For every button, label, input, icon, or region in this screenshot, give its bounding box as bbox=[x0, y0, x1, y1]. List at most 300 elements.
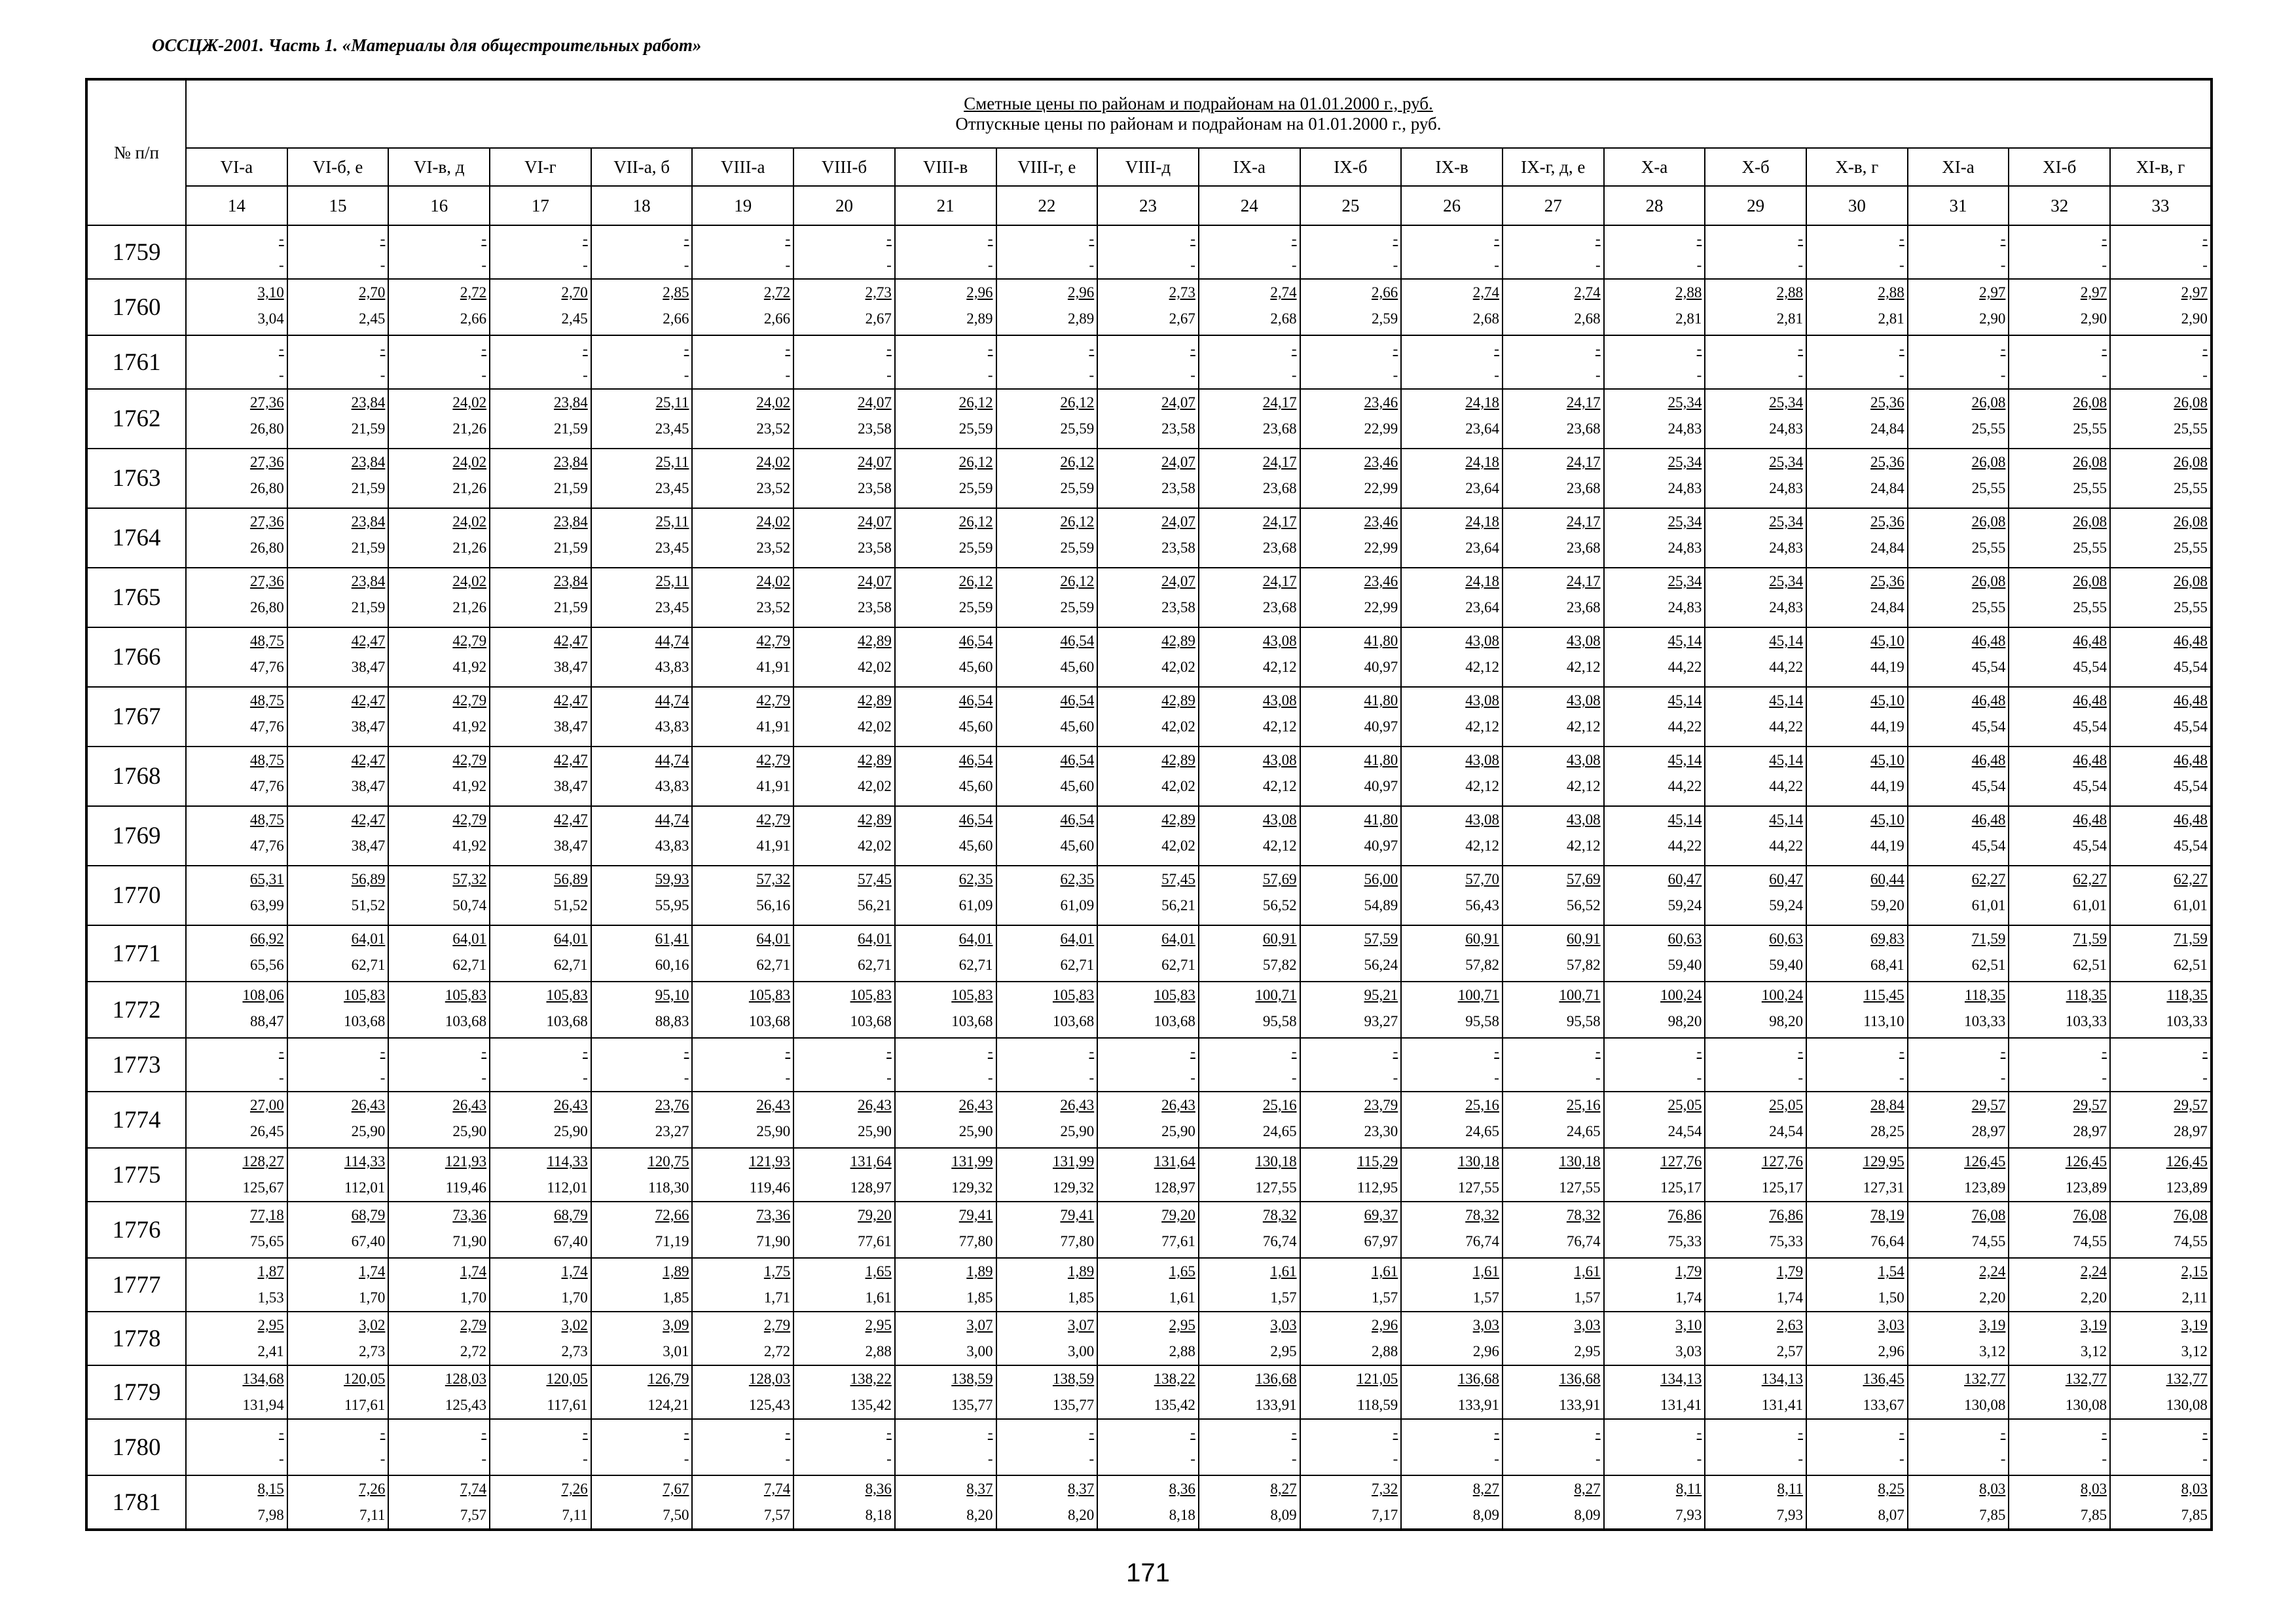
price-cell bbox=[1199, 1202, 1300, 1258]
price-cell bbox=[1806, 687, 1908, 747]
release-price: 1,74 bbox=[1675, 1289, 1702, 1306]
estimated-price: - bbox=[1696, 1424, 1702, 1441]
estimated-price: 76,08 bbox=[2174, 1207, 2208, 1223]
release-price: 67,40 bbox=[554, 1233, 588, 1249]
price-cell bbox=[1705, 449, 1806, 508]
estimated-price: 45,14 bbox=[1769, 752, 1803, 768]
price-cell bbox=[2009, 1092, 2110, 1148]
table-row bbox=[86, 225, 2212, 279]
price-cell bbox=[1300, 1258, 1402, 1312]
price-cell bbox=[1401, 568, 1503, 627]
release-price: 2,72 bbox=[460, 1343, 487, 1359]
release-price: 129,32 bbox=[1052, 1179, 1095, 1196]
release-price: 42,12 bbox=[1465, 659, 1499, 675]
estimated-price: 48,75 bbox=[249, 633, 284, 649]
release-price: 127,55 bbox=[1255, 1179, 1297, 1196]
estimated-price: 2,95 bbox=[865, 1317, 892, 1333]
release-price: 24,84 bbox=[1870, 540, 1904, 556]
estimated-price: 41,80 bbox=[1364, 752, 1398, 768]
estimated-price: 2,73 bbox=[1169, 284, 1195, 301]
release-price: 2,66 bbox=[763, 310, 791, 327]
release-price: - bbox=[279, 367, 284, 383]
price-cell bbox=[186, 982, 287, 1038]
estimated-price: - bbox=[1291, 1043, 1297, 1060]
column-number: 23 bbox=[1097, 186, 1199, 225]
estimated-price: 59,93 bbox=[655, 871, 689, 887]
price-cell bbox=[1908, 568, 2009, 627]
release-price: 23,52 bbox=[756, 480, 791, 496]
price-cell bbox=[996, 568, 1098, 627]
release-price: 25,90 bbox=[554, 1123, 588, 1139]
release-price: 56,21 bbox=[858, 897, 892, 913]
estimated-price: - bbox=[1798, 231, 1803, 247]
price-cell bbox=[793, 1092, 895, 1148]
release-price: 133,91 bbox=[1255, 1397, 1297, 1413]
price-cell bbox=[1908, 866, 2009, 925]
release-price: - bbox=[1190, 367, 1195, 383]
price-cell bbox=[1806, 389, 1908, 449]
price-cell bbox=[1300, 279, 1402, 335]
estimated-price: 45,14 bbox=[1769, 633, 1803, 649]
release-price: 56,43 bbox=[1465, 897, 1499, 913]
estimated-price: 24,02 bbox=[756, 454, 791, 470]
release-price: 45,54 bbox=[2174, 718, 2208, 735]
estimated-price: 2,79 bbox=[460, 1317, 487, 1333]
release-price: 42,02 bbox=[858, 718, 892, 735]
price-cell bbox=[996, 687, 1098, 747]
estimated-price: 44,74 bbox=[655, 811, 689, 828]
price-cell bbox=[388, 1202, 490, 1258]
release-price: - bbox=[1798, 367, 1803, 383]
price-cell bbox=[1503, 866, 1604, 925]
release-price: 42,12 bbox=[1262, 718, 1297, 735]
release-price: 45,54 bbox=[2073, 838, 2107, 854]
zone-header: VIII-в bbox=[895, 148, 996, 186]
price-cell bbox=[2110, 568, 2212, 627]
release-price: 55,95 bbox=[655, 897, 689, 913]
price-cell bbox=[1604, 1092, 1705, 1148]
column-number: 30 bbox=[1806, 186, 1908, 225]
estimated-price: 25,16 bbox=[1566, 1097, 1601, 1113]
price-cell bbox=[1199, 866, 1300, 925]
estimated-price: - bbox=[1190, 341, 1195, 357]
release-price: - bbox=[1595, 257, 1601, 273]
release-price: - bbox=[1291, 1069, 1297, 1086]
release-price: 2,81 bbox=[1776, 310, 1803, 327]
estimated-price: - bbox=[583, 231, 588, 247]
estimated-price: - bbox=[2102, 231, 2107, 247]
release-price: 112,01 bbox=[547, 1179, 588, 1196]
release-price: 129,32 bbox=[951, 1179, 993, 1196]
estimated-price: 60,91 bbox=[1566, 931, 1601, 947]
release-price: - bbox=[785, 1069, 791, 1086]
price-cell bbox=[692, 449, 793, 508]
release-price: 77,61 bbox=[1161, 1233, 1195, 1249]
price-cell bbox=[1199, 1038, 1300, 1092]
release-price: 24,54 bbox=[1769, 1123, 1803, 1139]
release-price: - bbox=[279, 1069, 284, 1086]
table-row bbox=[86, 687, 2212, 747]
release-price: 43,83 bbox=[655, 838, 689, 854]
price-cell bbox=[1604, 389, 1705, 449]
estimated-price: 1,89 bbox=[1067, 1263, 1095, 1280]
price-cell bbox=[1503, 1312, 1604, 1365]
estimated-price: 57,69 bbox=[1566, 871, 1601, 887]
estimated-price: 126,45 bbox=[2065, 1153, 2107, 1170]
estimated-price: 3,07 bbox=[966, 1317, 993, 1333]
release-price: - bbox=[279, 257, 284, 273]
release-price: - bbox=[1899, 1069, 1904, 1086]
release-price: 133,67 bbox=[1863, 1397, 1904, 1413]
release-price: 62,71 bbox=[958, 957, 993, 973]
estimated-price: 24,07 bbox=[858, 513, 892, 530]
price-cell bbox=[591, 225, 693, 279]
estimated-price: 60,91 bbox=[1465, 931, 1499, 947]
release-price: 59,24 bbox=[1769, 897, 1803, 913]
estimated-price: 23,84 bbox=[554, 513, 588, 530]
price-cell bbox=[490, 1038, 591, 1092]
price-cell bbox=[1604, 1202, 1705, 1258]
estimated-price: 115,29 bbox=[1357, 1153, 1398, 1170]
release-price: 2,57 bbox=[1776, 1343, 1803, 1359]
price-cell bbox=[1806, 1038, 1908, 1092]
price-cell bbox=[490, 1148, 591, 1202]
price-cell bbox=[1705, 982, 1806, 1038]
estimated-price: - bbox=[2202, 1424, 2208, 1441]
price-cell bbox=[287, 1092, 389, 1148]
estimated-price: - bbox=[683, 1424, 689, 1441]
price-cell bbox=[1300, 335, 1402, 389]
estimated-price: 24,07 bbox=[1161, 454, 1195, 470]
price-cell bbox=[490, 687, 591, 747]
price-cell bbox=[996, 1258, 1098, 1312]
price-cell bbox=[996, 389, 1098, 449]
price-cell bbox=[1097, 279, 1199, 335]
estimated-price: 42,89 bbox=[1161, 692, 1195, 709]
release-price: 125,43 bbox=[445, 1397, 487, 1413]
release-price: 45,60 bbox=[1060, 838, 1095, 854]
price-cell bbox=[2110, 389, 2212, 449]
estimated-price: 7,67 bbox=[663, 1481, 689, 1497]
column-number: 18 bbox=[591, 186, 693, 225]
estimated-price: - bbox=[279, 341, 284, 357]
release-price: 2,68 bbox=[1270, 310, 1297, 327]
estimated-price: 42,79 bbox=[452, 633, 487, 649]
estimated-price: 60,63 bbox=[1769, 931, 1803, 947]
release-price: 112,95 bbox=[1357, 1179, 1398, 1196]
estimated-price: 43,08 bbox=[1262, 811, 1297, 828]
release-price: 1,61 bbox=[865, 1289, 892, 1306]
release-price: 42,12 bbox=[1566, 838, 1601, 854]
price-cell bbox=[1604, 279, 1705, 335]
estimated-price: 26,12 bbox=[958, 454, 993, 470]
price-cell bbox=[1503, 925, 1604, 982]
estimated-price: - bbox=[1291, 1424, 1297, 1441]
estimated-price: 2,96 bbox=[1067, 284, 1095, 301]
price-cell bbox=[186, 747, 287, 806]
release-price: 75,33 bbox=[1769, 1233, 1803, 1249]
price-cell bbox=[895, 806, 996, 866]
estimated-price: - bbox=[1595, 341, 1601, 357]
estimated-price: 24,18 bbox=[1465, 513, 1499, 530]
estimated-price: 100,24 bbox=[1660, 987, 1702, 1003]
price-cell bbox=[793, 1258, 895, 1312]
release-price: 44,22 bbox=[1769, 838, 1803, 854]
price-cell bbox=[186, 335, 287, 389]
release-price: 40,97 bbox=[1364, 838, 1398, 854]
price-cell bbox=[1908, 1419, 2009, 1475]
estimated-price: 131,64 bbox=[850, 1153, 892, 1170]
price-cell bbox=[591, 627, 693, 687]
release-price: 43,83 bbox=[655, 778, 689, 794]
estimated-price: 25,05 bbox=[1769, 1097, 1803, 1113]
release-price: 1,57 bbox=[1574, 1289, 1601, 1306]
estimated-price: - bbox=[683, 341, 689, 357]
price-cell bbox=[1806, 806, 1908, 866]
price-cell bbox=[1401, 1419, 1503, 1475]
price-cell bbox=[1705, 225, 1806, 279]
price-cell bbox=[1199, 508, 1300, 568]
estimated-price: 42,47 bbox=[351, 811, 386, 828]
price-cell bbox=[1401, 747, 1503, 806]
price-cell bbox=[1908, 1148, 2009, 1202]
release-price: - bbox=[380, 257, 386, 273]
estimated-price: 43,08 bbox=[1465, 633, 1499, 649]
estimated-price: 29,57 bbox=[2073, 1097, 2107, 1113]
price-cell bbox=[388, 1312, 490, 1365]
zone-header: IX-в bbox=[1401, 148, 1503, 186]
estimated-price: 79,41 bbox=[958, 1207, 993, 1223]
release-price: 124,21 bbox=[647, 1397, 689, 1413]
estimated-price: 42,47 bbox=[351, 633, 386, 649]
release-price: - bbox=[1798, 1069, 1803, 1086]
estimated-price: 2,70 bbox=[561, 284, 588, 301]
table-row bbox=[86, 627, 2212, 687]
release-price: 24,84 bbox=[1870, 480, 1904, 496]
release-price: - bbox=[1291, 1450, 1297, 1467]
estimated-price: 1,87 bbox=[257, 1263, 284, 1280]
release-price: 24,83 bbox=[1667, 599, 1702, 616]
estimated-price: 27,36 bbox=[249, 573, 284, 589]
estimated-price: 56,00 bbox=[1364, 871, 1398, 887]
estimated-price: 44,74 bbox=[655, 692, 689, 709]
release-price: - bbox=[785, 257, 791, 273]
release-price: 25,55 bbox=[2174, 599, 2208, 616]
estimated-price: 118,35 bbox=[2066, 987, 2107, 1003]
zone-header: VIII-а bbox=[692, 148, 793, 186]
release-price: 62,71 bbox=[756, 957, 791, 973]
release-price: 25,55 bbox=[2174, 420, 2208, 437]
release-price: - bbox=[1595, 1450, 1601, 1467]
estimated-price: - bbox=[785, 231, 791, 247]
release-price: 2,11 bbox=[2181, 1289, 2208, 1306]
estimated-price: 23,84 bbox=[554, 394, 588, 411]
release-price: 51,52 bbox=[351, 897, 386, 913]
price-cell bbox=[1503, 1038, 1604, 1092]
price-cell bbox=[287, 925, 389, 982]
price-cell bbox=[2009, 225, 2110, 279]
price-cell bbox=[2009, 1312, 2110, 1365]
estimated-price: 26,12 bbox=[958, 513, 993, 530]
release-price: - bbox=[1393, 257, 1398, 273]
price-cell bbox=[692, 1202, 793, 1258]
release-price: - bbox=[2102, 367, 2107, 383]
estimated-price: 46,54 bbox=[958, 692, 993, 709]
estimated-price: 132,77 bbox=[2166, 1371, 2208, 1387]
price-cell bbox=[388, 225, 490, 279]
estimated-price: 26,08 bbox=[2174, 513, 2208, 530]
estimated-price: 8,37 bbox=[966, 1481, 993, 1497]
price-cell bbox=[1705, 806, 1806, 866]
release-price: 28,25 bbox=[1870, 1123, 1904, 1139]
price-cell bbox=[287, 806, 389, 866]
release-price: 45,60 bbox=[958, 659, 993, 675]
price-cell bbox=[591, 1148, 693, 1202]
price-cell bbox=[1503, 1202, 1604, 1258]
estimated-price: 25,05 bbox=[1667, 1097, 1702, 1113]
release-price: 22,99 bbox=[1364, 480, 1398, 496]
price-cell bbox=[1503, 806, 1604, 866]
release-price: 42,02 bbox=[1161, 838, 1195, 854]
price-cell bbox=[1604, 687, 1705, 747]
release-price: 24,84 bbox=[1870, 599, 1904, 616]
release-price: 21,59 bbox=[351, 540, 386, 556]
release-price: 7,57 bbox=[460, 1507, 487, 1523]
estimated-price: 25,16 bbox=[1465, 1097, 1499, 1113]
estimated-price: 25,11 bbox=[655, 513, 689, 530]
price-cell bbox=[793, 866, 895, 925]
estimated-price: - bbox=[2102, 1043, 2107, 1060]
release-price: 21,59 bbox=[554, 420, 588, 437]
price-cell bbox=[1097, 925, 1199, 982]
price-cell bbox=[490, 806, 591, 866]
estimated-price: 57,69 bbox=[1262, 871, 1297, 887]
price-cell bbox=[895, 627, 996, 687]
release-price: 2,88 bbox=[1169, 1343, 1195, 1359]
estimated-price: 130,18 bbox=[1559, 1153, 1601, 1170]
estimated-price: 48,75 bbox=[249, 752, 284, 768]
release-price: 42,12 bbox=[1566, 778, 1601, 794]
price-cell bbox=[591, 508, 693, 568]
estimated-price: 26,43 bbox=[351, 1097, 386, 1113]
estimated-price: 28,84 bbox=[1870, 1097, 1904, 1113]
zone-header: VIII-б bbox=[793, 148, 895, 186]
estimated-price: 136,45 bbox=[1863, 1371, 1904, 1387]
price-cell bbox=[1300, 508, 1402, 568]
release-price: 127,55 bbox=[1559, 1179, 1601, 1196]
estimated-price: - bbox=[1595, 231, 1601, 247]
release-price: - bbox=[2102, 1069, 2107, 1086]
price-cell bbox=[2110, 1202, 2212, 1258]
estimated-price: 46,48 bbox=[1971, 692, 2006, 709]
price-cell bbox=[1199, 389, 1300, 449]
price-cell bbox=[490, 627, 591, 687]
release-price: 125,17 bbox=[1660, 1179, 1702, 1196]
estimated-price: 78,32 bbox=[1566, 1207, 1601, 1223]
estimated-price: 46,48 bbox=[2073, 752, 2107, 768]
estimated-price: 42,47 bbox=[351, 752, 386, 768]
estimated-price: 24,17 bbox=[1262, 394, 1297, 411]
release-price: 56,21 bbox=[1161, 897, 1195, 913]
table-row bbox=[86, 279, 2212, 335]
price-cell bbox=[2110, 1312, 2212, 1365]
estimated-price: 23,79 bbox=[1364, 1097, 1398, 1113]
estimated-price: 42,89 bbox=[1161, 633, 1195, 649]
estimated-price: 1,74 bbox=[460, 1263, 487, 1280]
release-price: 103,33 bbox=[2166, 1013, 2208, 1029]
estimated-price: - bbox=[886, 231, 892, 247]
estimated-price: 24,17 bbox=[1262, 454, 1297, 470]
price-cell bbox=[1705, 1092, 1806, 1148]
price-cell bbox=[2110, 925, 2212, 982]
release-price: 7,17 bbox=[1372, 1507, 1398, 1523]
price-cell bbox=[388, 627, 490, 687]
price-cell bbox=[996, 806, 1098, 866]
estimated-price: - bbox=[1190, 231, 1195, 247]
release-price: 23,58 bbox=[858, 480, 892, 496]
estimated-price: 79,20 bbox=[1161, 1207, 1195, 1223]
estimated-price: 78,32 bbox=[1262, 1207, 1297, 1223]
release-price: - bbox=[2000, 1069, 2006, 1086]
price-cell bbox=[287, 279, 389, 335]
price-cell bbox=[895, 866, 996, 925]
price-cell bbox=[388, 925, 490, 982]
estimated-price: 62,27 bbox=[2073, 871, 2107, 887]
estimated-price: 76,86 bbox=[1667, 1207, 1702, 1223]
price-cell bbox=[186, 1202, 287, 1258]
release-price: 123,89 bbox=[2065, 1179, 2107, 1196]
release-price: 38,47 bbox=[554, 838, 588, 854]
price-cell bbox=[1401, 1092, 1503, 1148]
release-price: - bbox=[583, 257, 588, 273]
release-price: 22,99 bbox=[1364, 599, 1398, 616]
estimated-price: 46,48 bbox=[1971, 811, 2006, 828]
estimated-price: 42,79 bbox=[756, 633, 791, 649]
release-price: 2,89 bbox=[966, 310, 993, 327]
price-cell bbox=[1097, 389, 1199, 449]
estimated-price: 134,68 bbox=[242, 1371, 284, 1387]
price-cell bbox=[1604, 747, 1705, 806]
release-price: 2,45 bbox=[359, 310, 386, 327]
release-price: 25,59 bbox=[1060, 599, 1095, 616]
table-row bbox=[86, 982, 2212, 1038]
price-cell bbox=[996, 449, 1098, 508]
price-cell bbox=[692, 389, 793, 449]
price-cell bbox=[1705, 1202, 1806, 1258]
estimated-price: 26,08 bbox=[1971, 394, 2006, 411]
release-price: 119,46 bbox=[749, 1179, 791, 1196]
estimated-price: - bbox=[380, 1043, 386, 1060]
zone-header-row bbox=[86, 148, 2212, 186]
price-cell bbox=[895, 449, 996, 508]
release-price: 88,83 bbox=[655, 1013, 689, 1029]
table-row bbox=[86, 1475, 2212, 1530]
price-cell bbox=[1705, 747, 1806, 806]
estimated-price: 64,01 bbox=[1060, 931, 1095, 947]
release-price: 2,89 bbox=[1067, 310, 1095, 327]
estimated-price: 46,54 bbox=[1060, 811, 1095, 828]
release-price: 40,97 bbox=[1364, 718, 1398, 735]
release-price: - bbox=[1089, 1069, 1095, 1086]
release-price: 95,58 bbox=[1465, 1013, 1499, 1029]
estimated-price: 41,80 bbox=[1364, 633, 1398, 649]
estimated-price: 45,14 bbox=[1769, 692, 1803, 709]
release-price: 56,52 bbox=[1262, 897, 1297, 913]
price-cell bbox=[1097, 508, 1199, 568]
price-cell bbox=[1604, 982, 1705, 1038]
column-number: 29 bbox=[1705, 186, 1806, 225]
release-price: 74,55 bbox=[1971, 1233, 2006, 1249]
